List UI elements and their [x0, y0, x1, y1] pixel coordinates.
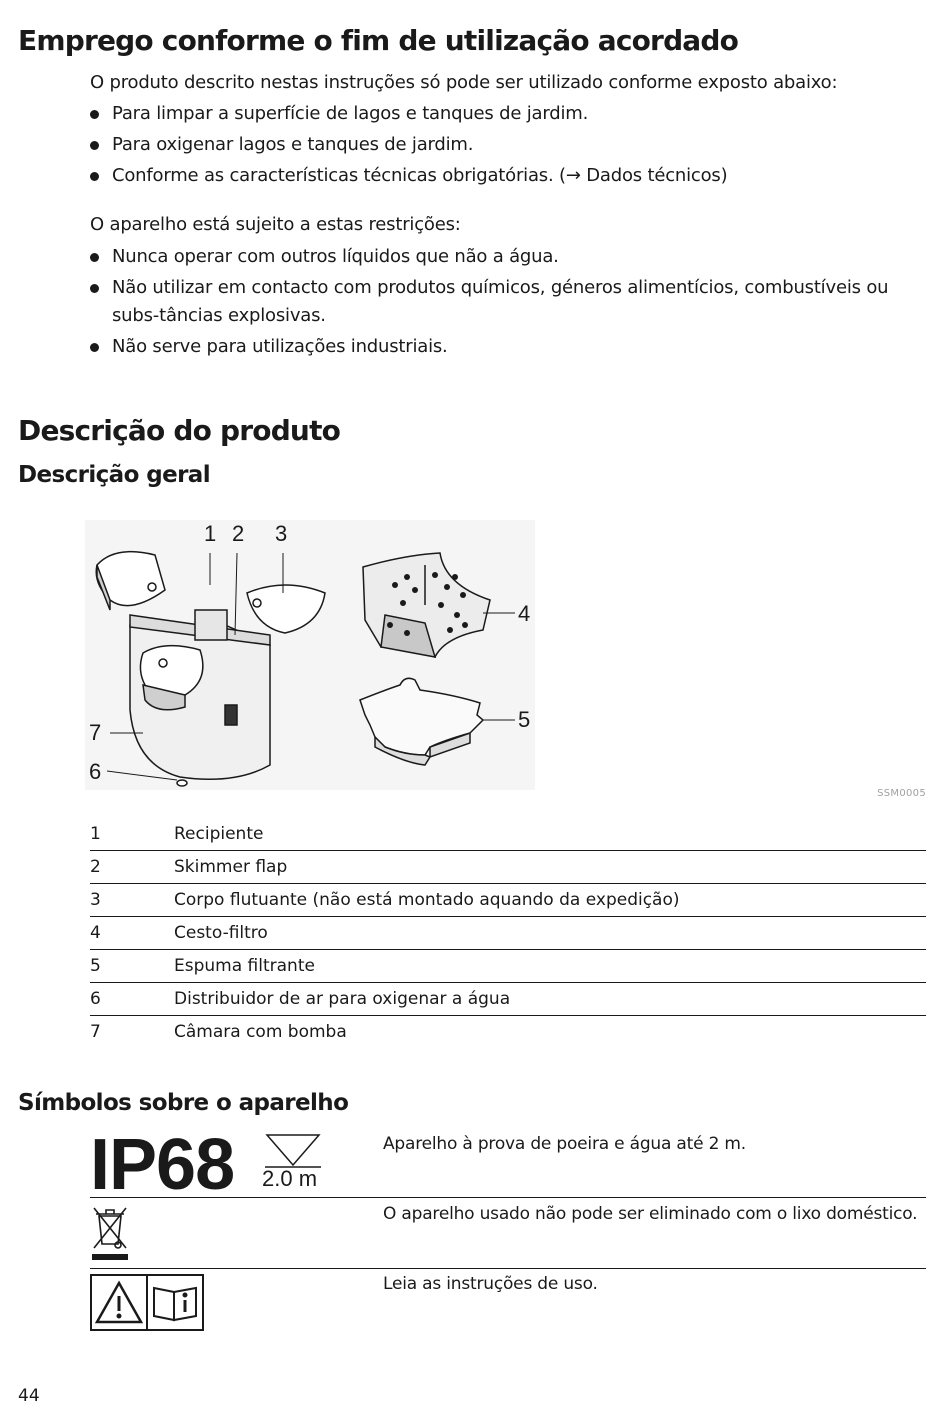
part-label: Distribuidor de ar para oxigenar a água	[174, 989, 511, 1009]
part-number: 5	[90, 956, 101, 976]
part-number: 3	[90, 890, 101, 910]
table-row	[90, 884, 926, 917]
table-row	[90, 818, 926, 851]
figure-code: SSM0005	[877, 788, 926, 799]
part-number: 7	[90, 1022, 101, 1042]
callout-5: 5	[518, 707, 531, 732]
list-item: Conforme as características técnicas obrigatórias. (→ Dados técnicos)	[90, 162, 930, 190]
callout-7: 7	[89, 720, 102, 745]
list-item: Para oxigenar lagos e tanques de jardim.	[90, 131, 930, 159]
water-depth-icon	[265, 1133, 321, 1169]
part-number: 6	[90, 989, 101, 1009]
intended-use-intro: O produto descrito nestas instruções só pode ser utilizado conforme exposto abaixo:	[90, 72, 838, 93]
table-row	[90, 983, 926, 1016]
symbol-description: Aparelho à prova de poeira e água até 2 m.	[383, 1134, 746, 1154]
list-item: Não serve para utilizações industriais.	[90, 333, 930, 361]
product-figure	[85, 515, 545, 795]
heading-product-description: Descrição do produto	[18, 414, 341, 447]
list-item: Não utilizar em contacto com produtos químicos, géneros alimentícios, combustíveis ou subs-tâncias explosivas.	[90, 274, 930, 330]
ip68-icon: IP68	[90, 1125, 235, 1205]
depth-label: 2.0 m	[262, 1166, 318, 1191]
table-row	[90, 917, 926, 950]
parts-table	[90, 818, 926, 1048]
callout-1: 1	[204, 521, 217, 546]
page-number: 44	[18, 1386, 40, 1406]
symbol-description: Leia as instruções de uso.	[383, 1274, 598, 1294]
callout-2: 2	[232, 521, 245, 546]
part-label: Câmara com bomba	[174, 1022, 347, 1042]
callout-6: 6	[89, 759, 102, 784]
symbol-row-ip68	[90, 1125, 926, 1205]
restrictions-intro: O aparelho está sujeito a estas restrições:	[90, 214, 461, 235]
list-item: Nunca operar com outros líquidos que não a água.	[90, 243, 930, 271]
table-row	[90, 851, 926, 884]
part-label: Recipiente	[174, 824, 264, 844]
uses-list	[90, 100, 930, 193]
crossed-bin-icon	[90, 1204, 130, 1262]
table-row	[90, 1016, 926, 1049]
part-number: 1	[90, 824, 101, 844]
part-label: Skimmer flap	[174, 857, 288, 877]
heading-symbols: Símbolos sobre o aparelho	[18, 1090, 349, 1116]
list-item: Para limpar a superfície de lagos e tanques de jardim.	[90, 100, 930, 128]
part-number: 2	[90, 857, 101, 877]
part-number: 4	[90, 923, 101, 943]
symbol-row-instructions	[90, 1268, 926, 1338]
callout-3: 3	[275, 521, 288, 546]
restrictions-list	[90, 243, 930, 364]
warning-read-manual-icon	[90, 1274, 204, 1332]
table-row	[90, 950, 926, 983]
heading-intended-use: Emprego conforme o fim de utilização acordado	[18, 24, 739, 57]
heading-general-description: Descrição geral	[18, 462, 211, 488]
callout-4: 4	[518, 601, 531, 626]
symbol-row-disposal	[90, 1198, 926, 1269]
part-label: Espuma filtrante	[174, 956, 315, 976]
part-label: Corpo flutuante (não está montado aquando da expedição)	[174, 890, 680, 910]
symbol-description: O aparelho usado não pode ser eliminado com o lixo doméstico.	[383, 1204, 918, 1224]
part-label: Cesto-filtro	[174, 923, 268, 943]
